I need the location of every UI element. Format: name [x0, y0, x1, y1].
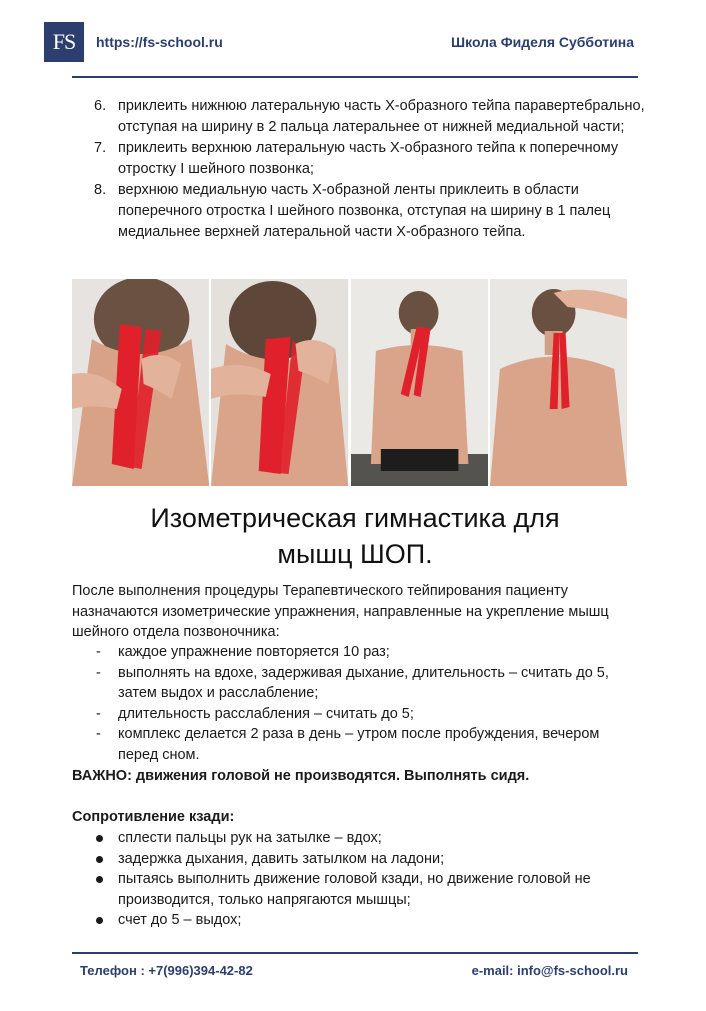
list-item: [96, 704, 641, 725]
exercise-rules-list: [96, 642, 641, 765]
rule-text: комплекс делается 2 раза в день – утром после пробуждения, вечером перед сном.: [118, 726, 600, 763]
footer-email[interactable]: e-mail: info@fs-school.ru: [471, 963, 628, 978]
taping-photo-3: [351, 279, 488, 486]
section-title: [60, 500, 650, 572]
footer-divider: [72, 952, 638, 954]
page-header: [44, 22, 638, 66]
bullet-icon: [96, 856, 103, 863]
list-item: [96, 869, 641, 910]
list-item: [96, 828, 641, 849]
step-text: приклеить нижнюю латеральную часть Х-образного тейпа паравертебрально, отступая на ширину в 2 пальца латеральнее от нижней медиальной части;: [118, 98, 645, 135]
step-number: 8.: [94, 182, 107, 198]
header-divider: [72, 76, 638, 78]
step-number: 6.: [94, 98, 107, 114]
dash-marker: -: [96, 644, 101, 660]
list-item: [94, 180, 654, 243]
intro-paragraph: После выполнения процедуры Терапевтического тейпирования пациенту назначаются изометрические упражнения, направленные на укрепление мышц шейного отдела позвоночника:: [72, 583, 609, 640]
section-title-line-1: Изометрическая гимнастика для: [150, 503, 560, 533]
step-text: верхнюю медиальную часть Х-образной ленты приклеить в области поперечного отростка I шейного позвонка, отступая на ширину в 1 палец медиальнее верхней латеральной части Х-образного тейпа.: [118, 182, 611, 240]
taping-photo-1: [72, 279, 209, 486]
list-item: [96, 663, 641, 704]
exercise-title: Сопротивление кзади:: [72, 809, 235, 825]
list-item: [96, 642, 641, 663]
exercise-step-text: сплести пальцы рук на затылке – вдох;: [118, 830, 382, 846]
taping-steps-list: [94, 96, 654, 243]
dash-marker: -: [96, 705, 101, 722]
section-title-line-2: мышц ШОП.: [277, 539, 433, 569]
list-item: [96, 724, 641, 765]
step-number: 7.: [94, 140, 107, 156]
important-note: ВАЖНО: движения головой не производятся. Выполнять сидя.: [72, 768, 530, 784]
exercise-step-text: счет до 5 – выдох;: [118, 912, 242, 928]
list-item: [94, 96, 654, 138]
bullet-icon: [96, 876, 103, 883]
rule-text: длительность расслабления – считать до 5;: [118, 705, 414, 722]
taping-photo-strip: [72, 279, 627, 486]
footer-phone[interactable]: Телефон : +7(996)394-42-82: [80, 963, 253, 978]
bullet-icon: [96, 917, 103, 924]
exercise-steps-list: [96, 828, 641, 931]
dash-marker: -: [96, 726, 101, 742]
bullet-icon: [96, 835, 103, 842]
site-url-link[interactable]: https://fs-school.ru: [96, 34, 223, 50]
step-text: приклеить верхнюю латеральную часть Х-образного тейпа к поперечному отростку I шейного позвонка;: [118, 140, 619, 177]
dash-marker: -: [96, 664, 101, 681]
school-name: Школа Фиделя Субботина: [451, 34, 634, 50]
exercise-step-text: задержка дыхания, давить затылком на ладони;: [118, 850, 445, 867]
rule-text: каждое упражнение повторяется 10 раз;: [118, 644, 390, 660]
list-item: [96, 910, 641, 931]
list-item: [94, 138, 654, 180]
taping-photo-4: [490, 279, 627, 486]
list-item: [96, 849, 641, 870]
school-logo: FS: [44, 22, 84, 62]
rule-text: выполнять на вдохе, задерживая дыхание, длительность – считать до 5, затем выдох и расслабление;: [118, 664, 609, 701]
taping-photo-2: [211, 279, 348, 486]
exercise-step-text: пытаясь выполнить движение головой кзади, но движение головой не производится, только напрягаются мышцы;: [118, 871, 591, 908]
